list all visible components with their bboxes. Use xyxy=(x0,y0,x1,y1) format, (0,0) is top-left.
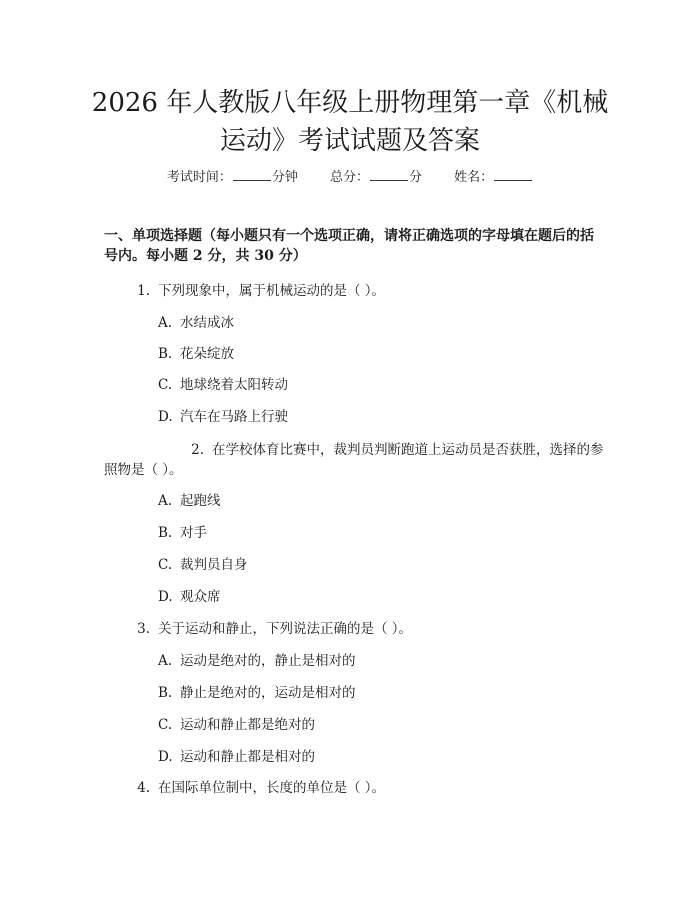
question-2-option-b xyxy=(158,523,207,543)
student-name-label: 姓名： xyxy=(454,170,494,185)
option-letter: D. xyxy=(158,749,173,765)
exam-time-unit: 分钟 xyxy=(271,170,298,185)
question-3-option-b xyxy=(158,683,356,703)
option-letter: B. xyxy=(158,346,173,362)
question-3-option-a xyxy=(158,651,356,671)
question-number: 2. xyxy=(191,442,204,458)
question-1-option-a xyxy=(158,313,234,333)
student-name-blank xyxy=(494,168,532,181)
option-letter: D. xyxy=(158,589,173,605)
option-text: 运动和静止都是绝对的 xyxy=(180,717,315,733)
question-2 xyxy=(104,440,604,480)
option-letter: D. xyxy=(158,409,173,425)
option-text: 观众席 xyxy=(180,589,221,605)
option-text: 汽车在马路上行驶 xyxy=(180,409,288,425)
option-letter: C. xyxy=(158,377,173,393)
option-text: 对手 xyxy=(180,525,207,541)
question-number: 4. xyxy=(137,780,150,796)
question-3-option-c xyxy=(158,715,315,735)
option-text: 地球绕着太阳转动 xyxy=(180,377,288,393)
exam-time-label: 考试时间： xyxy=(166,170,232,185)
option-text: 水结成冰 xyxy=(180,315,234,331)
student-name-field xyxy=(454,168,533,187)
option-text: 裁判员自身 xyxy=(180,557,248,573)
option-letter: C. xyxy=(158,557,173,573)
question-2-option-c xyxy=(158,555,248,575)
option-text: 运动和静止都是相对的 xyxy=(180,749,315,765)
exam-time-field xyxy=(167,168,298,187)
total-score-field xyxy=(330,168,422,187)
question-text: 关于运动和静止，下列说法正确的是（ ）。 xyxy=(158,621,413,637)
exam-meta-row xyxy=(0,168,700,187)
section-heading: 一、单项选择题（每小题只有一个选项正确，请将正确选项的字母填在题后的括号内。每小题 2 分，共 30 分） xyxy=(104,228,594,264)
page-title-line-1: 2026 年人教版八年级上册物理第一章《机械 xyxy=(91,88,609,118)
exam-time-blank xyxy=(233,168,271,181)
option-text: 起跑线 xyxy=(180,493,221,509)
option-text: 静止是绝对的，运动是相对的 xyxy=(180,685,356,701)
question-4 xyxy=(104,778,604,798)
total-score-unit: 分 xyxy=(409,170,423,185)
question-text: 在学校体育比赛中，裁判员判断跑道上运动员是否获胜，选择的参照物是（ ）。 xyxy=(104,442,604,478)
question-number: 3. xyxy=(137,621,150,637)
question-2-option-a xyxy=(158,491,221,511)
question-1-option-d xyxy=(158,407,288,427)
question-3 xyxy=(104,619,604,639)
option-text: 花朵绽放 xyxy=(180,346,234,362)
question-text: 下列现象中，属于机械运动的是（ ）。 xyxy=(158,283,386,299)
question-1-option-c xyxy=(158,375,288,395)
option-letter: A. xyxy=(158,493,173,509)
question-1-option-b xyxy=(158,344,234,364)
total-score-blank xyxy=(370,168,408,181)
page-title-line-2: 运动》考试试题及答案 xyxy=(219,126,480,156)
option-letter: A. xyxy=(158,315,173,331)
question-3-option-d xyxy=(158,747,315,767)
question-2-option-d xyxy=(158,587,221,607)
option-letter: C. xyxy=(158,717,173,733)
option-letter: B. xyxy=(158,685,173,701)
option-text: 运动是绝对的，静止是相对的 xyxy=(180,653,356,669)
option-letter: A. xyxy=(158,653,173,669)
question-text: 在国际单位制中，长度的单位是（ ）。 xyxy=(158,780,386,796)
total-score-label: 总分： xyxy=(329,170,369,185)
option-letter: B. xyxy=(158,525,173,541)
question-number: 1. xyxy=(137,283,150,299)
question-1 xyxy=(104,281,604,301)
